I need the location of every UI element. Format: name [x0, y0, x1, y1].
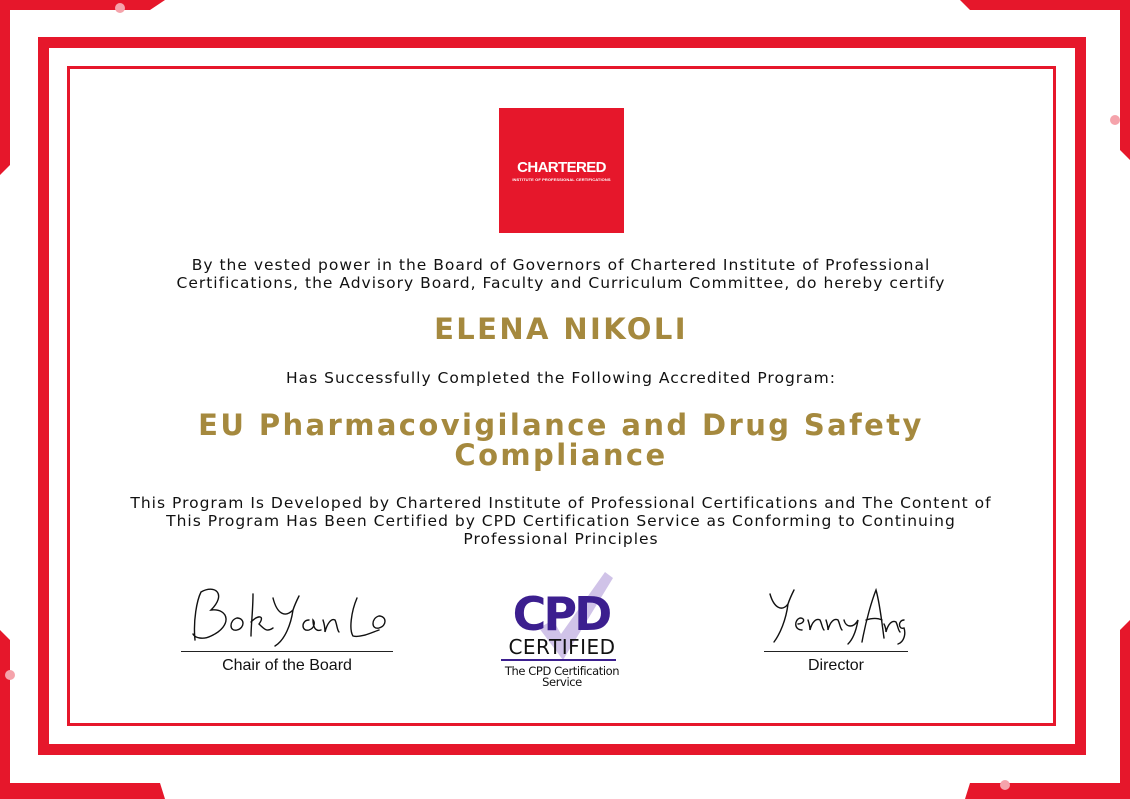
- cpd-service-line2: Service: [542, 675, 582, 689]
- cpd-certified-badge: [495, 570, 630, 690]
- recipient-name: ELENA NIKOLI: [434, 312, 688, 346]
- completed-text: Has Successfully Completed the Following Accredited Program:: [286, 369, 836, 387]
- intro-text: By the vested power in the Board of Governors of Chartered Institute of Professional Certifications, the Advisory Board, Faculty and Curriculum Committee, do hereby certify: [176, 256, 946, 292]
- signature-chair: [181, 580, 393, 650]
- signature-line: [764, 651, 908, 652]
- program-description: This Program Is Developed by Chartered Institute of Professional Certifications and The Content of This Program Has Been Certified by CPD Certification Service as Conforming to Continuing Professional Principles: [130, 494, 992, 548]
- chartered-logo: [499, 108, 624, 233]
- logo-tagline: INSTITUTE OF PROFESSIONAL CERTIFICATIONS: [512, 177, 611, 182]
- cpd-certified: CERTIFIED: [508, 635, 616, 659]
- cpd-mark: CPD: [512, 587, 610, 641]
- program-title: EU Pharmacovigilance and Drug Safety Compliance: [198, 408, 924, 472]
- signature-line: [181, 651, 393, 652]
- logo-name: CHARTERED: [517, 159, 606, 176]
- signature-title-director: Director: [807, 657, 864, 674]
- signature-director: [764, 580, 908, 650]
- signature-block-director: [764, 580, 908, 680]
- signature-block-chair: [181, 580, 393, 680]
- signature-title-chair: Chair of the Board: [222, 657, 352, 674]
- cpd-service-line1: The CPD Certification: [504, 664, 620, 678]
